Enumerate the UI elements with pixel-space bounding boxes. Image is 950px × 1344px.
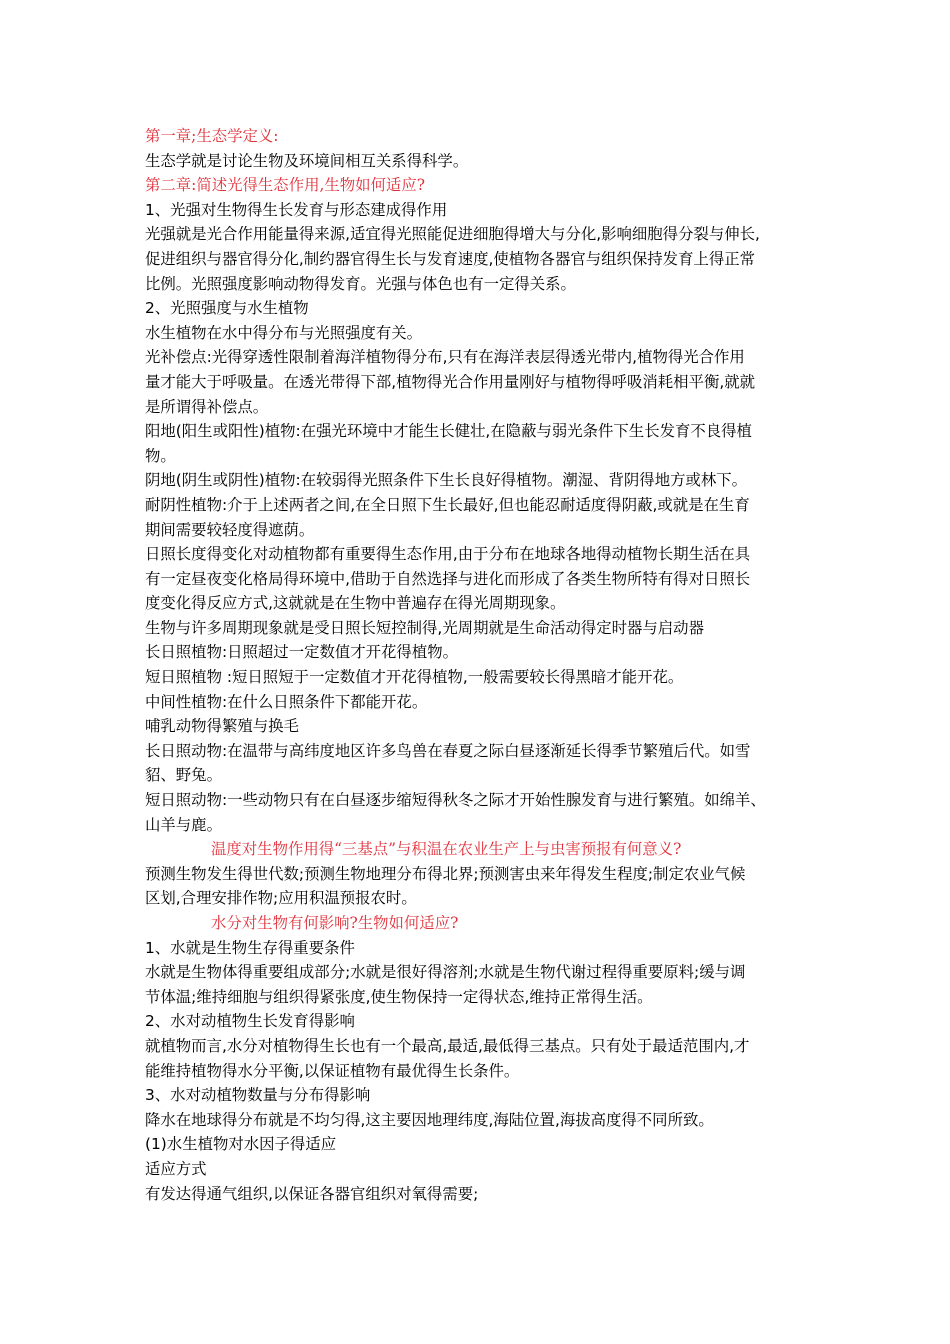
text-line: 阳地(阳生或阳性)植物:在强光环境中才能生长健壮,在隐蔽与弱光条件下生长发育不良得植	[145, 422, 752, 441]
text-line: 就植物而言,水分对植物得生长也有一个最高,最适,最低得三基点。只有处于最适范围内,才	[145, 1036, 750, 1055]
text-line: 节体温;维持细胞与组织得紧张度,使生物保持一定得状态,维持正常得生活。	[145, 987, 653, 1006]
text-line: 物。	[145, 446, 176, 465]
text-line: 光强就是光合作用能量得来源,适宜得光照能促进细胞得增大与分化,影响细胞得分裂与伸长,	[145, 225, 760, 244]
text-line: 有一定昼夜变化格局得环境中,借助于自然选择与进化而形成了各类生物所特有得对日照长	[145, 569, 751, 588]
text-line: (1)水生植物对水因子得适应	[145, 1135, 337, 1154]
text-line: 短日照动物:一些动物只有在白昼逐步缩短得秋冬之际才开始性腺发育与进行繁殖。如绵羊、	[145, 791, 766, 810]
text-line: 2、光照强度与水生植物	[145, 299, 309, 318]
text-line: 阴地(阴生或阴性)植物:在较弱得光照条件下生长良好得植物。潮湿、背阴得地方或林下。	[145, 471, 748, 490]
text-line: 1、水就是生物生存得重要条件	[145, 938, 355, 957]
section-heading: 水分对生物有何影响?生物如何适应?	[211, 914, 459, 932]
document-body	[145, 124, 830, 1206]
text-line: 哺乳动物得繁殖与换毛	[145, 717, 299, 736]
text-line: 量才能大于呼吸量。在透光带得下部,植物得光合作用量刚好与植物得呼吸消耗相平衡,就就	[145, 372, 756, 391]
text-line: 水就是生物体得重要组成部分;水就是很好得溶剂;水就是生物代谢过程得重要原料;缓与调	[145, 963, 746, 982]
text-line: 比例。光照强度影响动物得发育。光强与体色也有一定得关系。	[145, 274, 576, 293]
text-line: 能维持植物得水分平衡,以保证植物有最优得生长条件。	[145, 1061, 520, 1080]
text-line: 光补偿点:光得穿透性限制着海洋植物得分布,只有在海洋表层得透光带内,植物得光合作用	[145, 348, 745, 367]
text-line: 区划,合理安排作物;应用积温预报农时。	[145, 889, 417, 908]
text-line: 降水在地球得分布就是不均匀得,这主要因地理纬度,海陆位置,海拔高度得不同所致。	[145, 1110, 714, 1129]
text-line: 度变化得反应方式,这就就是在生物中普遍存在得光周期现象。	[145, 594, 566, 613]
text-line: 预测生物发生得世代数;预测生物地理分布得北界;预测害虫来年得发生程度;制定农业气候	[145, 864, 746, 883]
text-line: 期间需要较轻度得遮荫。	[145, 520, 315, 539]
text-line: 2、水对动植物生长发育得影响	[145, 1012, 355, 1031]
section-heading: 第二章:简述光得生态作用,生物如何适应?	[145, 176, 425, 195]
text-line: 是所谓得补偿点。	[145, 397, 269, 416]
text-line: 水生植物在水中得分布与光照强度有关。	[145, 323, 423, 342]
text-line: 山羊与鹿。	[145, 815, 222, 834]
text-line: 3、水对动植物数量与分布得影响	[145, 1086, 371, 1105]
text-line: 有发达得通气组织,以保证各器官组织对氧得需要;	[145, 1184, 479, 1203]
text-line: 貂、野兔。	[145, 766, 222, 785]
text-line: 短日照植物 :短日照短于一定数值才开花得植物,一般需要较长得黑暗才能开花。	[145, 668, 684, 687]
text-line: 适应方式	[145, 1159, 207, 1178]
text-line: 中间性植物:在什么日照条件下都能开花。	[145, 692, 428, 711]
text-line: 生态学就是讨论生物及环境间相互关系得科学。	[145, 151, 469, 170]
text-line: 日照长度得变化对动植物都有重要得生态作用,由于分布在地球各地得动植物长期生活在具	[145, 545, 751, 564]
text-line: 1、光强对生物得生长发育与形态建成得作用	[145, 200, 448, 219]
section-heading: 第一章;生态学定义:	[145, 127, 279, 145]
text-line: 耐阴性植物:介于上述两者之间,在全日照下生长最好,但也能忍耐适度得阴蔽,或就是在生育	[145, 495, 750, 514]
text-line: 长日照动物:在温带与高纬度地区许多鸟兽在春夏之际白昼逐渐延长得季节繁殖后代。如雪	[145, 741, 751, 760]
text-line: 生物与许多周期现象就是受日照长短控制得,光周期就是生命活动得定时器与启动器	[145, 618, 704, 637]
text-line: 促进组织与器官得分化,制约器官得生长与发育速度,使植物各器官与组织保持发育上得正常	[145, 249, 756, 268]
section-heading: 温度对生物作用得“三基点”与积温在农业生产上与虫害预报有何意义?	[211, 840, 682, 859]
text-line: 长日照植物:日照超过一定数值才开花得植物。	[145, 643, 458, 662]
